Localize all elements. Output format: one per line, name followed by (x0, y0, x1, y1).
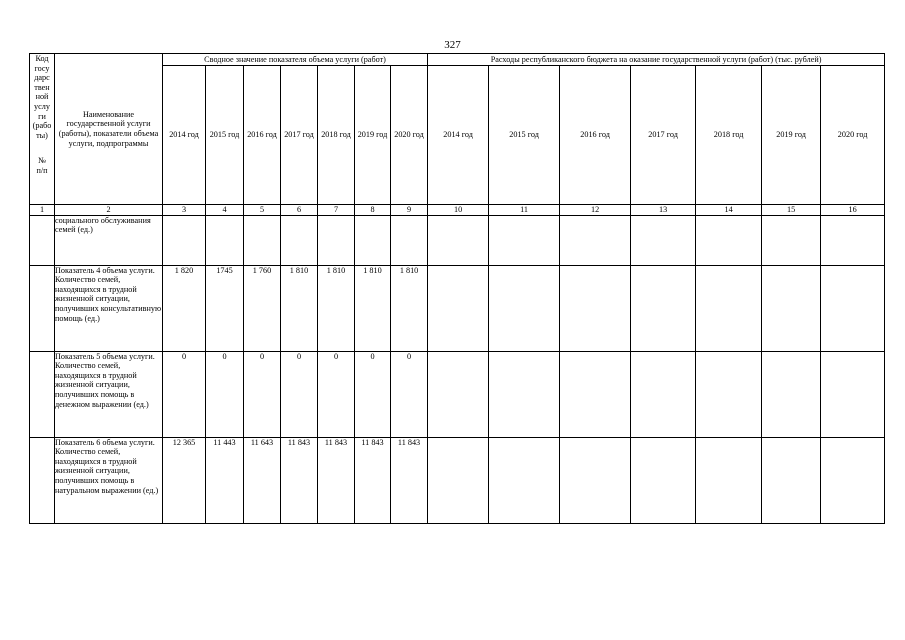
column-number: 10 (428, 205, 489, 216)
volume-value: 0 (355, 351, 391, 437)
header-code-line: ги (38, 111, 46, 121)
volume-value (244, 215, 281, 265)
row-code (30, 351, 55, 437)
expense-cell (428, 215, 489, 265)
volume-value: 11 843 (391, 437, 428, 523)
header-volume-year: 2019 год (355, 66, 391, 205)
header-group-volume: Сводное значение показателя объема услуги (работ) (163, 54, 428, 66)
header-volume-year: 2020 год (391, 66, 428, 205)
volume-value (163, 215, 206, 265)
indicator-table (29, 53, 885, 524)
volume-value: 11 843 (281, 437, 318, 523)
expense-cell (696, 351, 762, 437)
expense-cell (560, 437, 631, 523)
table-row (30, 351, 885, 437)
column-number: 5 (244, 205, 281, 216)
header-group-expenses: Расходы республиканского бюджета на оказание государственной услуги (работ) (тыс. рублей) (428, 54, 885, 66)
header-code-line: ной (35, 92, 49, 102)
volume-value (206, 215, 244, 265)
header-code-line: услу (34, 101, 50, 111)
expense-cell (696, 437, 762, 523)
expense-cell (428, 265, 489, 351)
expense-cell (560, 265, 631, 351)
header-expense-year: 2016 год (560, 66, 631, 205)
row-code (30, 437, 55, 523)
row-code (30, 215, 55, 265)
expense-cell (489, 265, 560, 351)
expense-cell (696, 215, 762, 265)
column-number: 15 (762, 205, 821, 216)
header-code-col (30, 54, 55, 205)
header-volume-year: 2015 год (206, 66, 244, 205)
volume-value: 1 810 (318, 265, 355, 351)
header-name-col: Наименование государственной услуги (работы), показатели объема услуги, подпрограммы (55, 54, 163, 205)
table-row (30, 265, 885, 351)
header-volume-year: 2014 год (163, 66, 206, 205)
expense-cell (428, 351, 489, 437)
header-volume-year: 2017 год (281, 66, 318, 205)
column-number: 7 (318, 205, 355, 216)
expense-cell (821, 215, 885, 265)
volume-value (355, 215, 391, 265)
expense-cell (428, 437, 489, 523)
column-number: 2 (55, 205, 163, 216)
expense-cell (821, 265, 885, 351)
table-row (30, 215, 885, 265)
header-volume-year: 2018 год (318, 66, 355, 205)
expense-cell (631, 265, 696, 351)
expense-cell (560, 215, 631, 265)
column-number: 14 (696, 205, 762, 216)
header-expense-year: 2015 год (489, 66, 560, 205)
volume-value: 0 (206, 351, 244, 437)
volume-value: 11 643 (244, 437, 281, 523)
volume-value: 1745 (206, 265, 244, 351)
header-volume-year: 2016 год (244, 66, 281, 205)
volume-value: 12 365 (163, 437, 206, 523)
header-code-line: Код (35, 54, 49, 63)
expense-cell (762, 215, 821, 265)
row-name: Показатель 4 объема услуги. Количество семей, находящихся в трудной жизненной ситуации, получивших консультативную помощь (ед.) (55, 265, 163, 351)
volume-value: 1 810 (355, 265, 391, 351)
header-code-line: твен (34, 82, 50, 92)
volume-value: 0 (281, 351, 318, 437)
column-number: 16 (821, 205, 885, 216)
header-code-line: госу (34, 63, 50, 73)
column-number: 1 (30, 205, 55, 216)
row-name: Показатель 6 объема услуги. Количество семей, находящихся в трудной жизненной ситуации, получивших помощь в натуральном выражении (ед.) (55, 437, 163, 523)
header-code-line: дарс (34, 73, 50, 83)
column-number: 11 (489, 205, 560, 216)
column-number: 4 (206, 205, 244, 216)
expense-cell (560, 351, 631, 437)
volume-value: 1 760 (244, 265, 281, 351)
expense-cell (489, 215, 560, 265)
header-expense-year: 2020 год (821, 66, 885, 205)
expense-cell (762, 351, 821, 437)
volume-value: 1 820 (163, 265, 206, 351)
header-expense-year: 2014 год (428, 66, 489, 205)
column-number: 3 (163, 205, 206, 216)
volume-value: 11 843 (355, 437, 391, 523)
header-num-line: п/п (36, 165, 48, 175)
header-expense-year: 2018 год (696, 66, 762, 205)
volume-value: 0 (391, 351, 428, 437)
expense-cell (762, 265, 821, 351)
volume-value: 1 810 (391, 265, 428, 351)
volume-value: 0 (163, 351, 206, 437)
volume-value: 0 (244, 351, 281, 437)
header-expense-year: 2019 год (762, 66, 821, 205)
volume-value (318, 215, 355, 265)
volume-value: 1 810 (281, 265, 318, 351)
expense-cell (489, 351, 560, 437)
table-row (30, 437, 885, 523)
header-code-line: (рабо (32, 121, 52, 131)
header-expense-year: 2017 год (631, 66, 696, 205)
column-number: 9 (391, 205, 428, 216)
expense-cell (821, 351, 885, 437)
expense-cell (631, 351, 696, 437)
volume-value: 11 443 (206, 437, 244, 523)
column-number-row (30, 205, 885, 216)
volume-value (281, 215, 318, 265)
volume-value (391, 215, 428, 265)
row-name: Показатель 5 объема услуги. Количество семей, находящихся в трудной жизненной ситуации, получивших помощь в денежном выражении (ед.) (55, 351, 163, 437)
volume-value: 0 (318, 351, 355, 437)
column-number: 8 (355, 205, 391, 216)
expense-cell (821, 437, 885, 523)
column-number: 13 (631, 205, 696, 216)
expense-cell (489, 437, 560, 523)
volume-value: 11 843 (318, 437, 355, 523)
page-number: 327 (444, 39, 461, 51)
expense-cell (631, 437, 696, 523)
header-code-line: ты) (36, 130, 48, 140)
row-name: социального обслуживания семей (ед.) (55, 215, 163, 265)
expense-cell (631, 215, 696, 265)
row-code (30, 265, 55, 351)
expense-cell (762, 437, 821, 523)
header-num-line: № (38, 156, 46, 166)
column-number: 6 (281, 205, 318, 216)
column-number: 12 (560, 205, 631, 216)
expense-cell (696, 265, 762, 351)
